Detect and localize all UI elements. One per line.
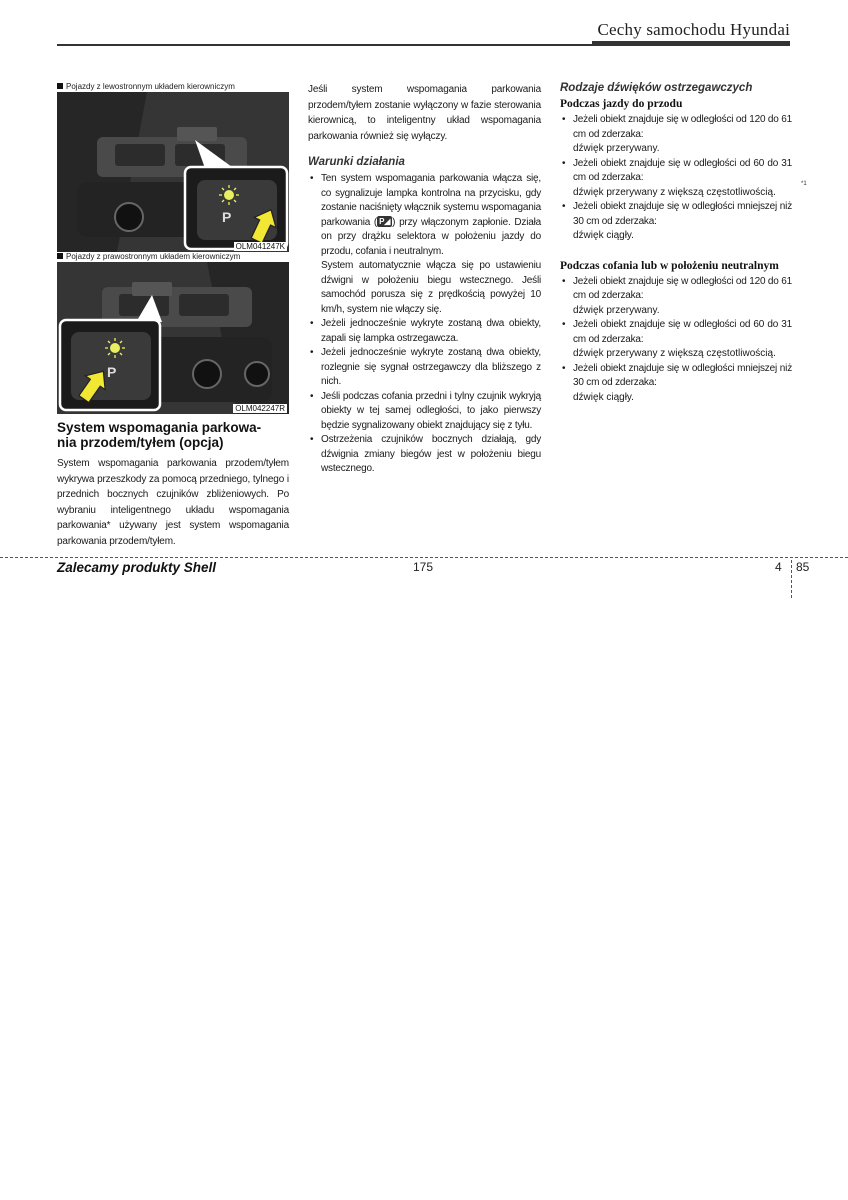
list-item: • Ten system wspomagania parkowania włącza się, co sygnalizuje lampka kontrolna na przycisku, gdy zostanie naciśnięty włącznik systemu wspomagania parkowania ( P◢ ) przy włączonym zapłonie. Działa on przy drążku selektora w położeniu jazdy do przodu, cofania i neutralnym. System automatycznie włącza się po ustawieniu dźwigni w położeniu biegu wstecznego. Jeśli samochód porusza się z prędkością powyżej 10 km/h, system nie włączy się. (308, 172, 541, 317)
figure-code-rhd: OLM042247R (235, 404, 285, 413)
list-item: • Jeżeli obiekt znajduje się w odległości od 120 do 61 cm od zderzaka: (560, 275, 792, 304)
list-item: • Jeżeli obiekt znajduje się w odległości mniejszej niż 30 cm od zderzaka: (560, 200, 792, 229)
sound-description: dźwięk przerywany z większą częstotliwością. (573, 348, 776, 359)
column-middle (308, 82, 541, 477)
forward-list (560, 113, 792, 142)
figure-caption-lhd: Pojazdy z lewostronnym układem kierowniczym (57, 82, 289, 92)
list-item: • Jeżeli obiekt znajduje się w odległości od 120 do 61 cm od zderzaka: (560, 113, 792, 142)
section-title: System wspomagania parkowa- nia przodem/tyłem (opcja) (57, 420, 262, 450)
footer-page-number: 85 (796, 560, 810, 574)
conditions-list (308, 172, 541, 477)
intro-paragraph: Jeśli system wspomagania parkowania przodem/tyłem zostanie wyłączony w fazie sterowania kierownicą, to inteligentny układ wspomagania parkowania również się wyłączy. (308, 84, 541, 142)
square-bullet-icon (57, 253, 63, 259)
list-item-extra: System automatycznie włącza się po ustawieniu dźwigni w położeniu biegu wstecznego. Jeśli samochód porusza się z prędkością powyżej 10 km/h, system nie włączy się. (321, 260, 541, 315)
header-rule (57, 44, 790, 46)
sound-description: dźwięk ciągły. (573, 230, 634, 241)
figure-rhd-parking-switch (57, 262, 289, 414)
list-item: • Jeżeli obiekt znajduje się w odległości od 60 do 31 cm od zderzaka: (560, 318, 792, 347)
reverse-title: Podczas cofania lub w położeniu neutralnym (560, 259, 779, 272)
figure-code-lhd: OLM041247K (235, 242, 285, 251)
forward-title: Podczas jazdy do przodu (560, 98, 683, 110)
column-left (57, 82, 289, 549)
list-item: • Jeżeli obiekt znajduje się w odległości od 60 do 31 cm od zderzaka: (560, 157, 792, 186)
sound-description: dźwięk przerywany. (573, 143, 660, 154)
figure-caption-rhd: Pojazdy z prawostronnym układem kierowniczym (57, 252, 289, 262)
figure-lhd-parking-switch (57, 92, 289, 252)
square-bullet-icon (57, 83, 63, 89)
side-mark: *1 (801, 181, 807, 187)
footer-chapter-number: 4 (775, 560, 782, 574)
list-item: • Ostrzeżenia czujników bocznych działają, gdy dźwignia zmiany biegów jest w położeniu biegu wstecznego. (308, 433, 541, 477)
console-photo-lhd (57, 92, 289, 252)
sound-description: dźwięk ciągły. (573, 391, 634, 403)
footer-page-counter: 175 (413, 560, 434, 574)
svg-text:P: P (107, 364, 117, 380)
parking-switch-icon: P◢ (379, 217, 391, 227)
list-item: • Jeżeli jednocześnie wykryte zostaną dwa obiekty, zapali się lampka ostrzegawcza. (308, 317, 541, 346)
footer-vertical-dashed-rule (791, 560, 792, 598)
list-item: • Jeśli podczas cofania przedni i tylny czujnik wykryją obiekty w tej samej odległości, to jako pierwszy będzie sygnalizowany obiekt znajdujący się z tyłu. (308, 390, 541, 434)
section-body: System wspomagania parkowania przodem/tyłem wykrywa przeszkody za pomocą przedniego, tylnego i przednich bocznych czujników zbliżeniowych. Po wybraniu inteligentnego układu wspomagania parkowania* używany jest system wspomagania parkowania przodem/tyłem. (57, 458, 289, 547)
list-item: • Jeżeli jednocześnie wykryte zostaną dwa obiekty, rozlegnie się sygnał ostrzegawczy dla bliższego z nich. (308, 346, 541, 390)
console-photo-rhd (57, 262, 289, 414)
header-title: Cechy samochodu Hyundai (597, 20, 790, 39)
column-right (560, 82, 792, 405)
footer-slogan: Zalecamy produkty Shell (57, 560, 217, 575)
sound-description: dźwięk przerywany z większą częstotliwością. (573, 186, 776, 198)
reverse-list (560, 275, 792, 304)
list-item: • Jeżeli obiekt znajduje się w odległości mniejszej niż 30 cm od zderzaka: (560, 362, 792, 391)
svg-text:P: P (222, 209, 232, 225)
conditions-title: Warunki działania (308, 156, 405, 168)
sound-description: dźwięk przerywany. (573, 304, 660, 316)
footer-dashed-rule (0, 557, 848, 558)
warning-sounds-title: Rodzaje dźwięków ostrzegawczych (560, 82, 753, 94)
